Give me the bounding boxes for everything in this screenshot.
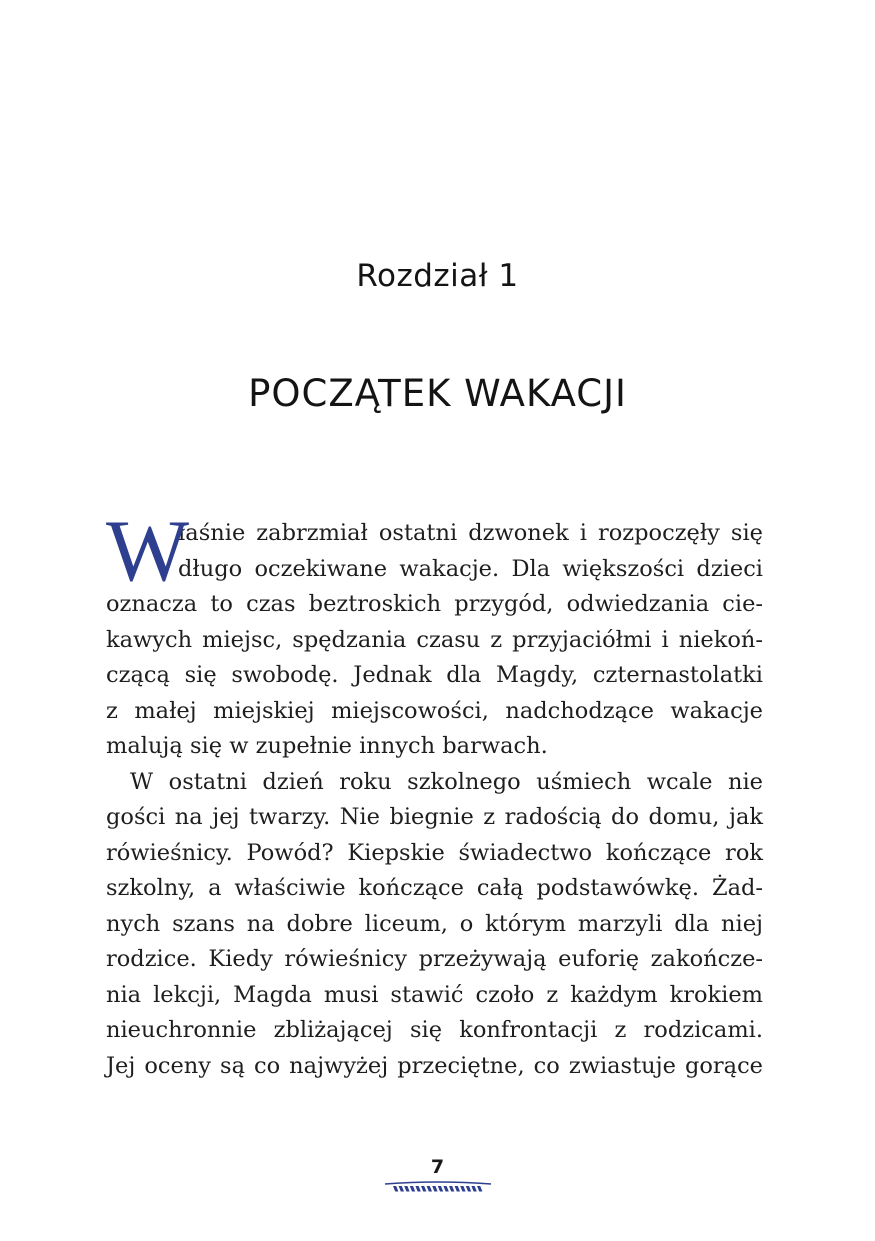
rope-twist-mark — [393, 1186, 398, 1192]
text-line: rodzice. Kiedy rówieśnicy przeżywają euforię zakończe- — [106, 946, 763, 972]
rope-twist-mark — [415, 1186, 420, 1192]
drop-cap: W — [106, 503, 190, 600]
rope-twist-mark — [449, 1186, 454, 1192]
text-line: W ostatni dzień roku szkolnego uśmiech wcale nie — [130, 768, 763, 795]
chapter-title: POCZĄTEK WAKACJI — [248, 372, 627, 415]
text-line: malują się w zupełnie innych barwach. — [106, 733, 548, 759]
page-number: 7 — [430, 1156, 445, 1178]
text-line: oznacza to czas beztroskich przygód, odwiedzania cie- — [106, 591, 763, 617]
text-line: gości na jej twarzy. Nie biegnie z radością do domu, jak — [106, 804, 763, 830]
text-line: nieuchronnie zbliżającej się konfrontacji z rodzicami. — [106, 1017, 763, 1043]
rope-twist-mark — [477, 1186, 482, 1192]
rope-twist-mark — [421, 1186, 426, 1192]
rope-twist-mark — [443, 1186, 448, 1192]
rope-twist-mark — [460, 1186, 465, 1192]
rope-twist-mark — [398, 1186, 403, 1192]
rope-twist-mark — [409, 1186, 414, 1192]
paragraph-2 — [106, 765, 763, 1085]
rope-twist-mark — [437, 1186, 442, 1192]
rope-twist-mark — [426, 1186, 431, 1192]
body-text — [106, 503, 763, 1084]
text-line: długo oczekiwane wakacje. Dla większości dzieci — [178, 555, 763, 582]
rope-twist-mark — [471, 1186, 476, 1192]
text-line: rówieśnicy. Powód? Kiepskie świadectwo kończące rok — [106, 839, 763, 866]
text-line: łaśnie zabrzmiał ostatni dzwonek i rozpoczęły się — [178, 520, 763, 546]
text-line: nych szans na dobre liceum, o którym marzyli dla niej — [106, 910, 763, 937]
rope-twist-mark — [432, 1186, 437, 1192]
page-footer — [0, 1156, 875, 1194]
rope-twist-mark — [404, 1186, 409, 1192]
rope-twist-mark — [454, 1186, 459, 1192]
text-line: szkolny, a właściwie kończące całą podstawówkę. Żad- — [106, 875, 763, 901]
paragraph-1 — [106, 503, 763, 765]
rope-twist-mark — [465, 1186, 470, 1192]
text-line: z małej miejskiej miejscowości, nadchodzące wakacje — [106, 697, 763, 724]
text-line: Jej oceny są co najwyżej przeciętne, co zwiastuje gorące — [106, 1052, 763, 1079]
rope-ornament-icon — [383, 1180, 493, 1194]
chapter-label: Rozdział 1 — [356, 258, 519, 294]
text-line: czącą się swobodę. Jednak dla Magdy, czternastolatki — [106, 662, 763, 688]
text-line: kawych miejsc, spędzania czasu z przyjaciółmi i niekoń- — [106, 626, 763, 653]
text-line: nia lekcji, Magda musi stawić czoło z każdym krokiem — [106, 981, 763, 1008]
